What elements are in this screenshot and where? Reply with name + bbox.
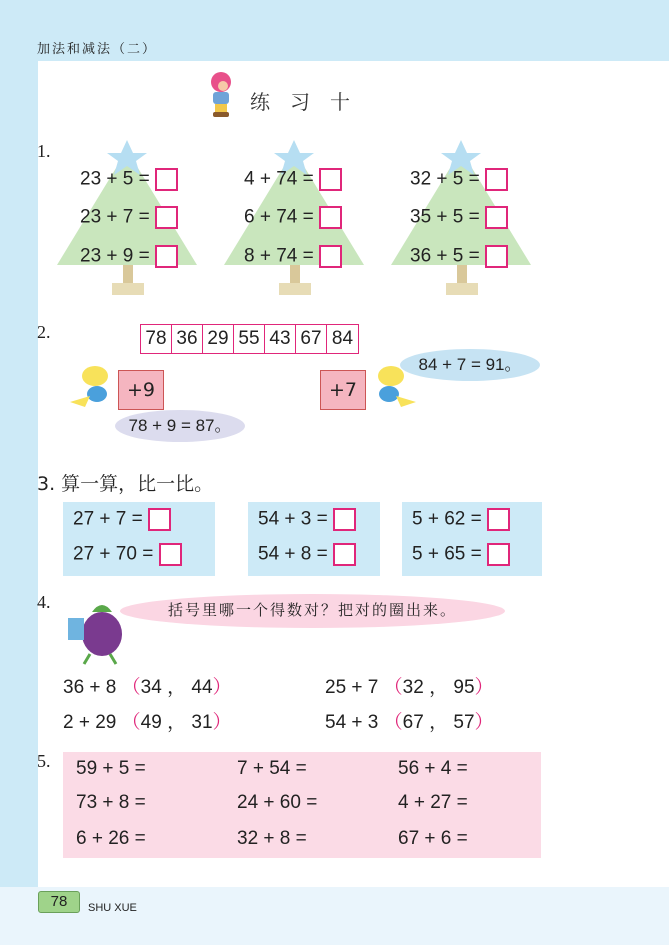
equation-text: 4 + 74 = [244,168,314,190]
close-paren: ） [212,712,232,733]
calc-equation: 56 + 4 = [398,758,468,779]
answer-box[interactable] [333,543,356,566]
girl-illustration-icon [205,70,237,118]
answer-box[interactable] [485,168,508,191]
instruction-bubble: 括号里哪一个得数对？把对的圈出来。 [120,594,505,628]
equation-text: 54 + 8 = [258,543,328,565]
number-cell: 84 [331,328,354,349]
choice-expression: 25 + 7 [325,677,379,698]
compare-equation [258,508,356,531]
answer-box[interactable] [319,206,342,229]
choice-expression: 2 + 29 [63,712,117,733]
compare-equation [258,543,356,566]
close-paren: ） [474,712,494,733]
tree-equation [244,245,342,268]
calc-equation: 67 + 6 = [398,828,468,849]
dog-left-illustration-icon [65,362,120,412]
number-cell: 43 [265,325,296,353]
right-speech-bubble: 84 + 7 = 91。 [400,349,540,381]
answer-box[interactable] [485,245,508,268]
question-4-label: 4. [37,592,51,612]
compare-equation [412,543,510,566]
option-b[interactable]: 44 [191,677,213,698]
chapter-header: 加法和减法（二） [37,42,158,57]
answer-box[interactable] [333,508,356,531]
answer-box[interactable] [485,206,508,229]
tree-equation [410,206,508,229]
option-b[interactable]: 31 [191,712,213,733]
answer-box[interactable] [487,543,510,566]
option-a[interactable]: 32 [402,677,424,698]
question-2-label: 2. [37,322,51,342]
open-paren: （ [121,677,141,698]
question-1-label: 1. [37,141,51,161]
question-5-label: 5. [37,751,51,771]
subject-label: SHU XUE [88,902,137,914]
answer-box[interactable] [319,245,342,268]
close-paren: ） [212,677,232,698]
equation-text: 54 + 3 = [258,508,328,530]
choice-expression: 36 + 8 [63,677,117,698]
answer-box[interactable] [155,168,178,191]
answer-box[interactable] [155,206,178,229]
plus-9-cube: +9 [118,370,164,410]
equation-text: 23 + 9 = [80,245,150,267]
tree-equation [410,245,508,268]
answer-box[interactable] [159,543,182,566]
answer-box[interactable] [487,508,510,531]
open-paren: （ [121,712,141,733]
tree-equation [410,168,508,191]
number-cell: 36 [172,325,203,353]
tree-equation [80,206,178,229]
tree-equation [80,245,178,268]
open-paren: （ [383,712,403,733]
equation-text: 27 + 70 = [73,543,154,565]
exercise-title: 练 习 十 [250,90,350,114]
calc-equation: 73 + 8 = [76,792,146,813]
option-b[interactable]: 57 [453,712,475,733]
eggplant-character-icon [60,590,132,666]
calc-equation: 7 + 54 = [237,758,307,779]
equation-text: 23 + 5 = [80,168,150,190]
question-3-label: 3. 算一算，比一比。 [37,473,214,495]
calc-equation: 24 + 60 = [237,792,318,813]
choice-item [325,672,494,699]
equation-text: 6 + 74 = [244,206,314,228]
choice-expression: 54 + 3 [325,712,379,733]
tree-equation [244,168,342,191]
equation-text: 5 + 65 = [412,543,482,565]
number-cell: 78 [141,325,172,353]
option-a[interactable]: 49 [140,712,162,733]
compare-equation [73,543,182,566]
option-b[interactable]: 95 [453,677,475,698]
number-strip [140,324,359,354]
calc-equation: 6 + 26 = [76,828,146,849]
separator: ， [167,677,187,698]
answer-box[interactable] [148,508,171,531]
compare-equation [73,508,171,531]
option-a[interactable]: 34 [140,677,162,698]
choice-item [63,707,232,734]
left-speech-bubble: 78 + 9 = 87。 [115,410,245,442]
equation-text: 27 + 7 = [73,508,143,530]
separator: ， [167,712,187,733]
equation-text: 8 + 74 = [244,245,314,267]
calc-equation: 59 + 5 = [76,758,146,779]
equation-text: 32 + 5 = [410,168,480,190]
compare-equation [412,508,510,531]
choice-item [63,672,232,699]
tree-equation [244,206,342,229]
calc-equation: 32 + 8 = [237,828,307,849]
equation-text: 23 + 7 = [80,206,150,228]
separator: ， [429,712,449,733]
close-paren: ） [474,677,494,698]
answer-box[interactable] [155,245,178,268]
option-a[interactable]: 67 [402,712,424,733]
number-cell: 67 [296,325,327,353]
answer-box[interactable] [319,168,342,191]
equation-text: 36 + 5 = [410,245,480,267]
separator: ， [429,677,449,698]
number-cell: 55 [234,325,265,353]
calc-equation: 4 + 27 = [398,792,468,813]
tree-equation [80,168,178,191]
page-number: 78 [38,891,80,913]
open-paren: （ [383,677,403,698]
footer-band [0,887,669,945]
equation-text: 35 + 5 = [410,206,480,228]
number-cell: 29 [203,325,234,353]
choice-item [325,707,494,734]
equation-text: 5 + 62 = [412,508,482,530]
plus-7-cube: +7 [320,370,366,410]
